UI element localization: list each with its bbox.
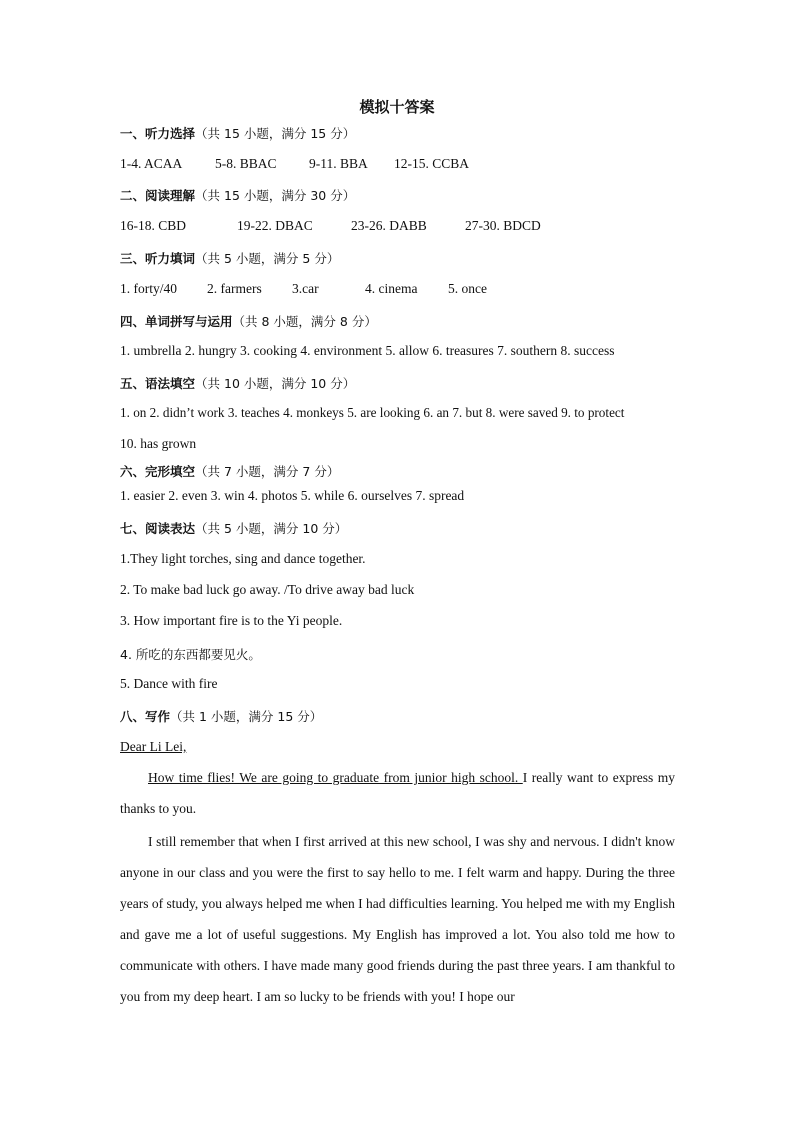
section-heading-8 xyxy=(120,707,322,725)
section-5-title: 五、语法填空 xyxy=(120,376,196,391)
section-4-answers: 1. umbrella 2. hungry 3. cooking 4. environment 5. allow 6. treasures 7. southern 8. success xyxy=(120,343,615,358)
section-heading-3 xyxy=(120,249,339,267)
answer-group: 1. forty/40 xyxy=(120,281,177,296)
section-4-note: （共 8 小题，满分 8 分） xyxy=(232,314,377,329)
section-7-item-5: 5. Dance with fire xyxy=(120,676,218,691)
section-heading-7 xyxy=(120,519,347,537)
section-heading-5 xyxy=(120,374,355,392)
section-2-title: 二、阅读理解 xyxy=(120,188,196,203)
answer-group: 12-15. CCBA xyxy=(394,156,470,171)
answer-group: 16-18. CBD xyxy=(120,218,187,233)
letter-paragraph-1 xyxy=(120,762,675,824)
section-5-note: （共 10 小题，满分 10 分） xyxy=(195,376,356,391)
section-7-item-2: 2. To make bad luck go away. /To drive away bad luck xyxy=(120,582,415,597)
section-5-answers: 1. on 2. didn’t work 3. teaches 4. monkeys 5. are looking 6. an 7. but 8. were saved 9. to protect xyxy=(120,405,625,420)
answer-group: 5. once xyxy=(448,281,487,296)
answer-group: 27-30. BDCD xyxy=(465,218,541,233)
letter-paragraph-1-rest: I really want to express my thanks to you. xyxy=(120,770,675,816)
section-3-answers xyxy=(120,281,487,297)
page-title: 模拟十答案 xyxy=(359,98,435,116)
section-7-title: 七、阅读表达 xyxy=(120,521,196,536)
answer-group: 2. farmers xyxy=(207,281,262,296)
section-3-note: （共 5 小题，满分 5 分） xyxy=(195,251,340,266)
section-heading-2 xyxy=(120,186,355,204)
section-7-note: （共 5 小题，满分 10 分） xyxy=(195,521,348,536)
answer-group: 4. cinema xyxy=(365,281,418,296)
section-8-note: （共 1 小题，满分 15 分） xyxy=(170,709,323,724)
section-2-note: （共 15 小题，满分 30 分） xyxy=(195,188,356,203)
answer-group: 9-11. BBA xyxy=(309,156,368,171)
section-6-title: 六、完形填空 xyxy=(120,464,196,479)
section-7-item-4: 4. 所吃的东西都要见火。 xyxy=(120,647,261,662)
section-4-title: 四、单词拼写与运用 xyxy=(120,314,233,329)
letter-paragraph-2: I still remember that when I first arrived at this new school, I was shy and nervous. I didn't know anyone in our class and you were the first to say hello to me. I felt warm and happy. During the three years of study, you always helped me when I had difficulties learning. You helped me with my English and gave me a lot of useful suggestions. My English has improved a lot. You also told me how to communicate with others. I have made many good friends during the past three years. I am thankful to you from my deep heart. I am so lucky to be friends with you! I hope our xyxy=(120,834,675,1004)
section-5-answers-cont: 10. has grown xyxy=(120,436,197,451)
answer-group: 3.car xyxy=(292,281,319,296)
section-6-answers: 1. easier 2. even 3. win 4. photos 5. while 6. ourselves 7. spread xyxy=(120,488,465,503)
section-heading-6 xyxy=(120,462,339,480)
section-8-title: 八、写作 xyxy=(120,709,171,724)
letter-opening-sentence: How time flies! We are going to graduate from junior high school. xyxy=(148,770,523,785)
section-1-answers xyxy=(120,156,469,172)
section-heading-4 xyxy=(120,312,377,330)
answer-group: 23-26. DABB xyxy=(351,218,427,233)
section-heading-1 xyxy=(120,124,355,142)
answer-group: 5-8. BBAC xyxy=(215,156,277,171)
section-2-answers xyxy=(120,218,541,234)
section-7-item-3: 3. How important fire is to the Yi people. xyxy=(120,613,343,628)
section-3-title: 三、听力填词 xyxy=(120,251,196,266)
section-1-title: 一、听力选择 xyxy=(120,126,196,141)
section-1-note: （共 15 小题，满分 15 分） xyxy=(195,126,356,141)
section-7-item-1: 1.They light torches, sing and dance together. xyxy=(120,551,366,566)
answer-group: 19-22. DBAC xyxy=(237,218,313,233)
letter-salutation: Dear Li Lei, xyxy=(120,739,187,754)
section-6-note: （共 7 小题，满分 7 分） xyxy=(195,464,340,479)
answer-group: 1-4. ACAA xyxy=(120,156,183,171)
